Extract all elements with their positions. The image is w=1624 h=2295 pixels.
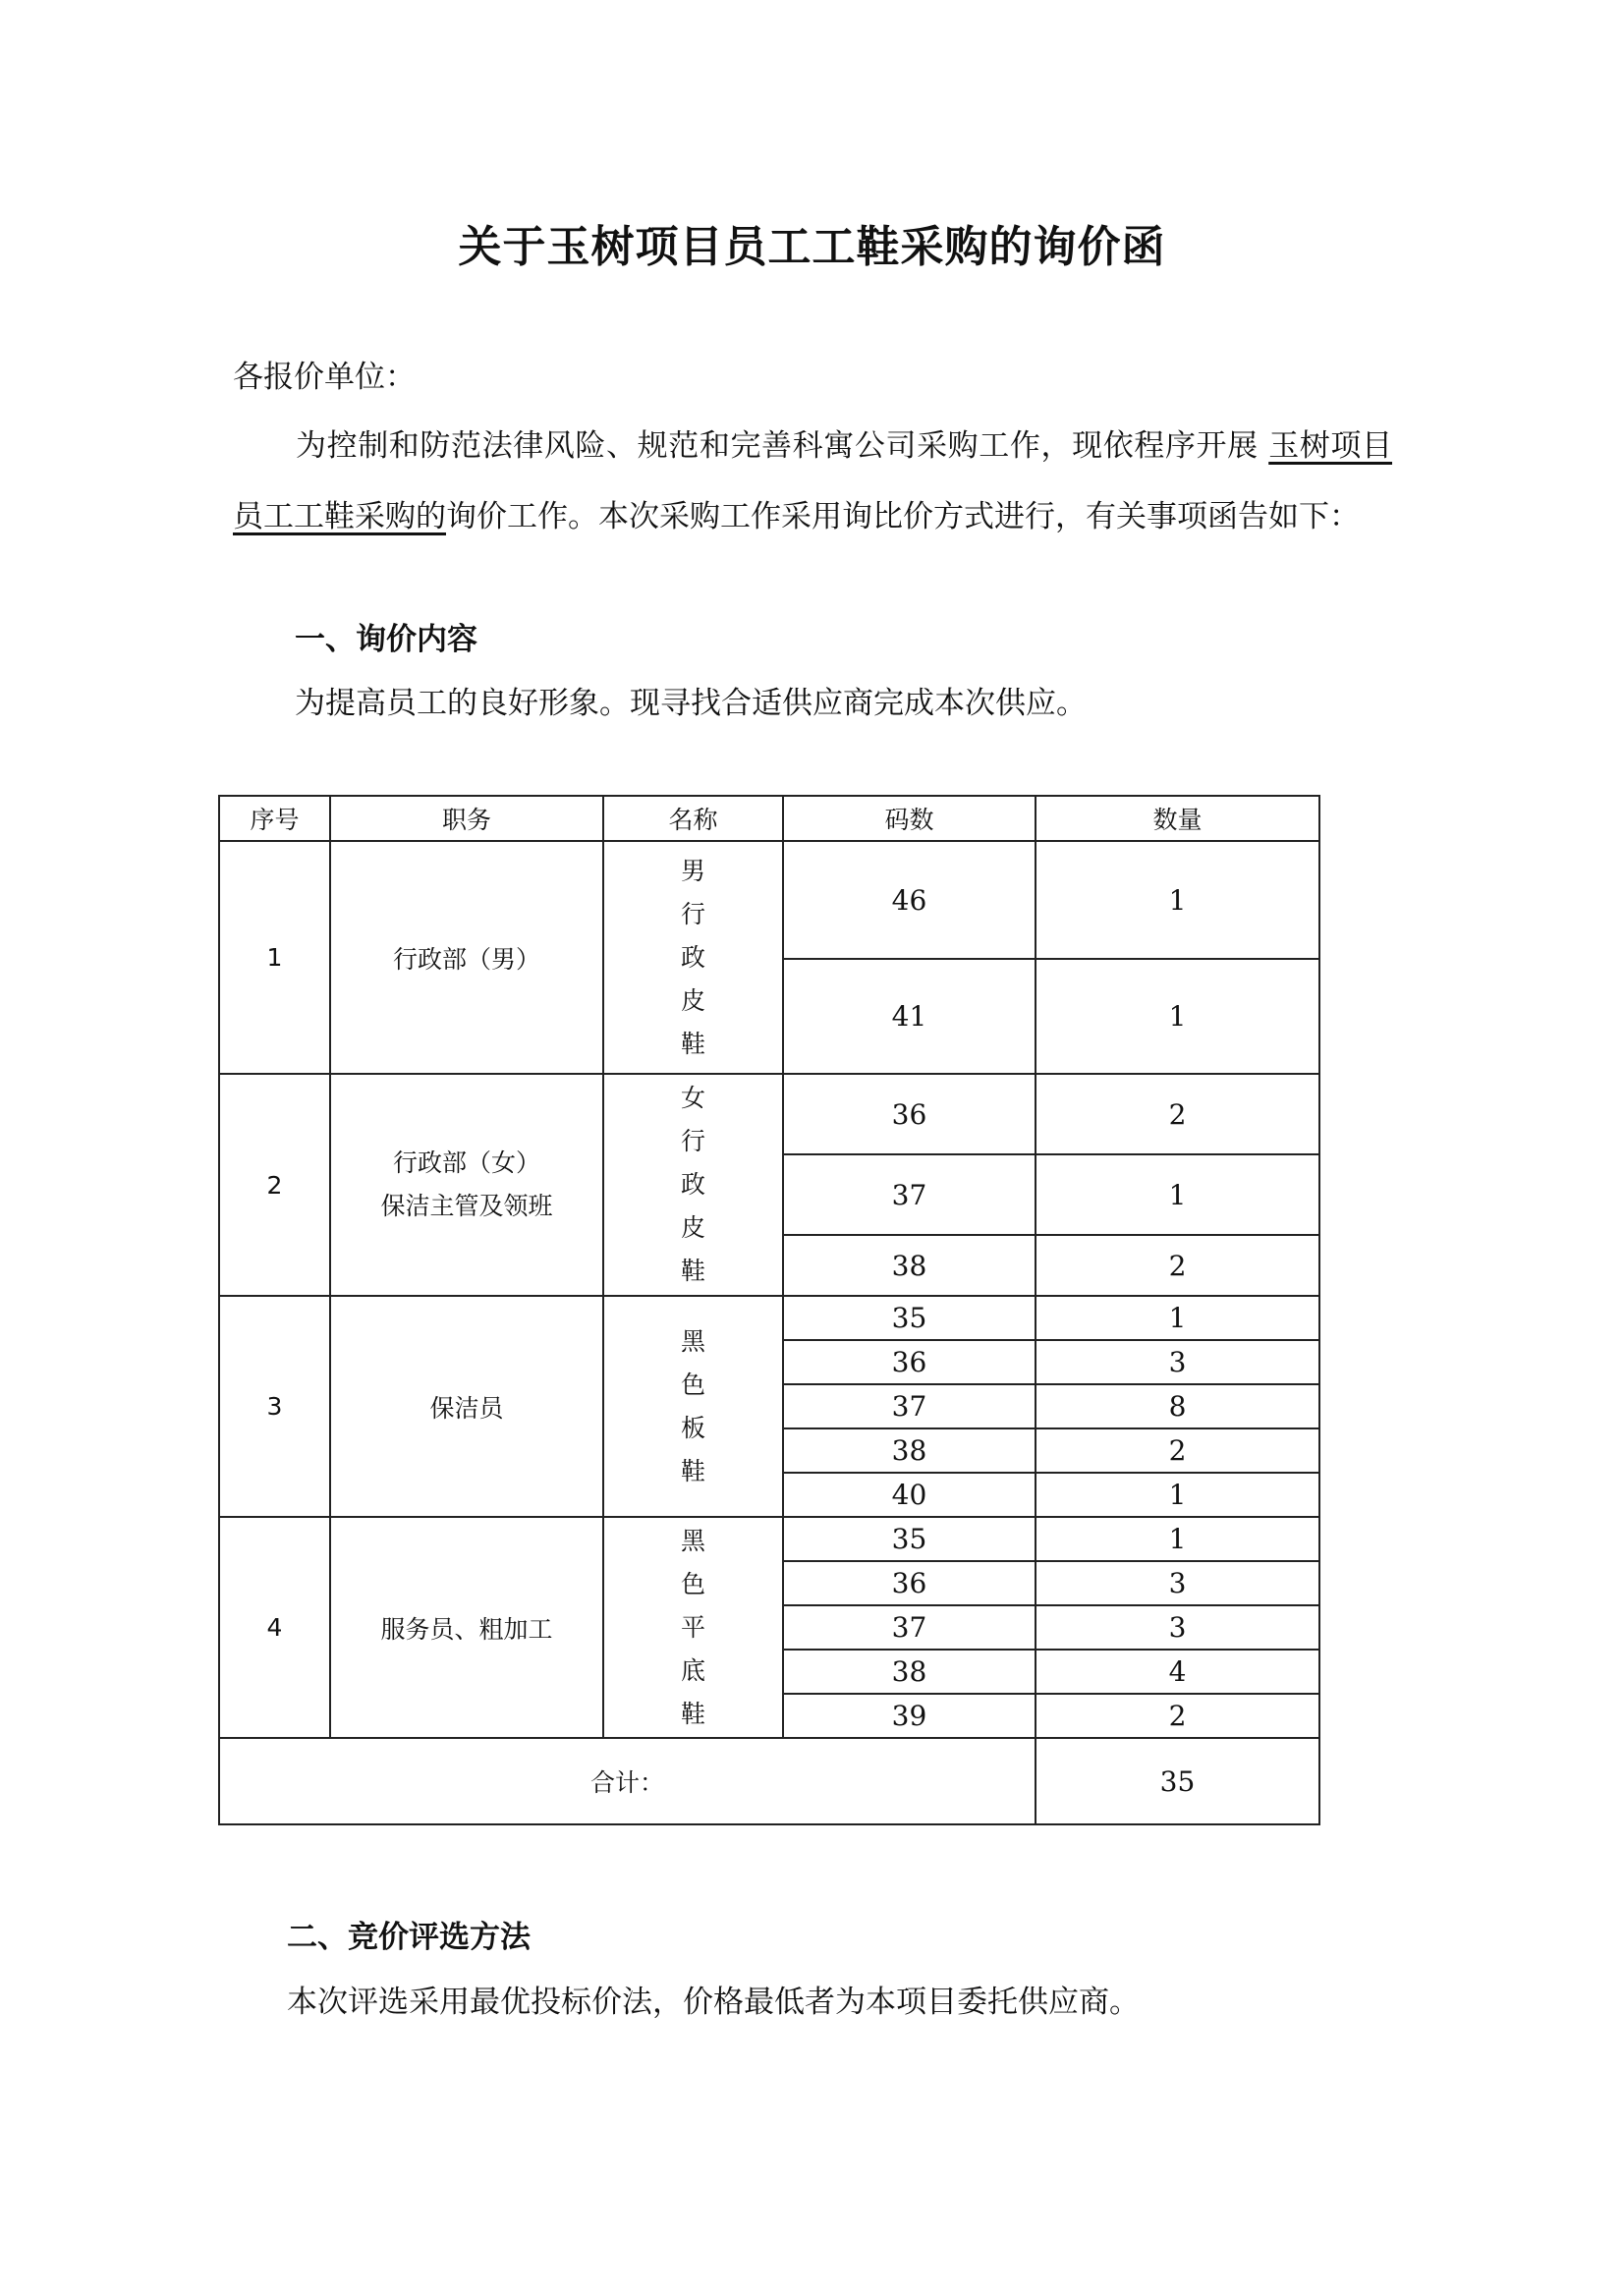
qty-cell: 3: [1036, 1340, 1319, 1384]
group-index: 2: [219, 1074, 330, 1296]
size-cell: 46: [783, 841, 1036, 959]
size-cell: 40: [783, 1473, 1036, 1517]
group-shoe-name: 男行政皮鞋: [603, 841, 783, 1074]
size-cell: 38: [783, 1428, 1036, 1473]
intro-paragraph: [233, 411, 1392, 552]
qty-cell: 3: [1036, 1605, 1319, 1650]
position-line: 保洁主管及领班: [380, 1192, 553, 1220]
group-position: 服务员、粗加工: [330, 1517, 603, 1738]
qty-cell: 1: [1036, 959, 1319, 1074]
size-cell: 37: [783, 1154, 1036, 1235]
project-name: 玉树项目员工工鞋采购的: [233, 428, 1393, 534]
table-row: [219, 1074, 1319, 1154]
size-cell: 38: [783, 1650, 1036, 1694]
section2-heading: 二、竞价评选方法: [287, 1920, 531, 1955]
qty-cell: 2: [1036, 1235, 1319, 1296]
group-shoe-name: 女行政皮鞋: [603, 1074, 783, 1296]
group-index: 4: [219, 1517, 330, 1738]
group-position: [330, 1074, 603, 1296]
section1-heading: 一、询价内容: [295, 622, 477, 657]
group-shoe-name: 黑色平底鞋: [603, 1517, 783, 1738]
qty-cell: 1: [1036, 1517, 1319, 1561]
size-cell: 36: [783, 1561, 1036, 1605]
size-cell: 36: [783, 1340, 1036, 1384]
section1-text: 为提高员工的良好形象。现寻找合适供应商完成本次供应。: [295, 686, 1087, 721]
header-size: 码数: [783, 796, 1036, 841]
total-value: 35: [1036, 1738, 1319, 1824]
qty-cell: 1: [1036, 1473, 1319, 1517]
table-header-row: [219, 796, 1319, 841]
header-quantity: 数量: [1036, 796, 1319, 841]
qty-cell: 1: [1036, 1296, 1319, 1340]
intro-text-after: 询价工作。本次采购工作采用询比价方式进行，有关事项函告如下：: [446, 499, 1360, 534]
qty-cell: 3: [1036, 1561, 1319, 1605]
size-cell: 38: [783, 1235, 1036, 1296]
qty-cell: 4: [1036, 1650, 1319, 1694]
header-index: 序号: [219, 796, 330, 841]
group-shoe-name: 黑色板鞋: [603, 1296, 783, 1517]
size-cell: 39: [783, 1694, 1036, 1738]
qty-cell: 2: [1036, 1428, 1319, 1473]
size-cell: 35: [783, 1517, 1036, 1561]
size-cell: 35: [783, 1296, 1036, 1340]
size-cell: 41: [783, 959, 1036, 1074]
group-index: 1: [219, 841, 330, 1074]
size-cell: 37: [783, 1384, 1036, 1428]
qty-cell: 1: [1036, 841, 1319, 959]
section2-text: 本次评选采用最优投标价法，价格最低者为本项目委托供应商。: [287, 1985, 1140, 2020]
size-cell: 37: [783, 1605, 1036, 1650]
qty-cell: 2: [1036, 1074, 1319, 1154]
salutation: 各报价单位：: [233, 360, 416, 395]
header-position: 职务: [330, 796, 603, 841]
document-title: 关于玉树项目员工工鞋采购的询价函: [458, 222, 1166, 272]
group-index: 3: [219, 1296, 330, 1517]
position-line: 行政部（女）: [392, 1148, 540, 1177]
size-cell: 36: [783, 1074, 1036, 1154]
qty-cell: 2: [1036, 1694, 1319, 1738]
table-row: [219, 1517, 1319, 1561]
intro-text-before: 为控制和防范法律风险、规范和完善科寓公司采购工作，现依程序开展: [296, 428, 1259, 464]
total-row: [219, 1738, 1319, 1824]
shoe-order-table: [218, 795, 1320, 1825]
table-row: [219, 841, 1319, 959]
header-name: 名称: [603, 796, 783, 841]
group-position: 行政部（男）: [330, 841, 603, 1074]
qty-cell: 1: [1036, 1154, 1319, 1235]
group-position: 保洁员: [330, 1296, 603, 1517]
total-label: 合计：: [219, 1738, 1036, 1824]
qty-cell: 8: [1036, 1384, 1319, 1428]
table-row: [219, 1296, 1319, 1340]
